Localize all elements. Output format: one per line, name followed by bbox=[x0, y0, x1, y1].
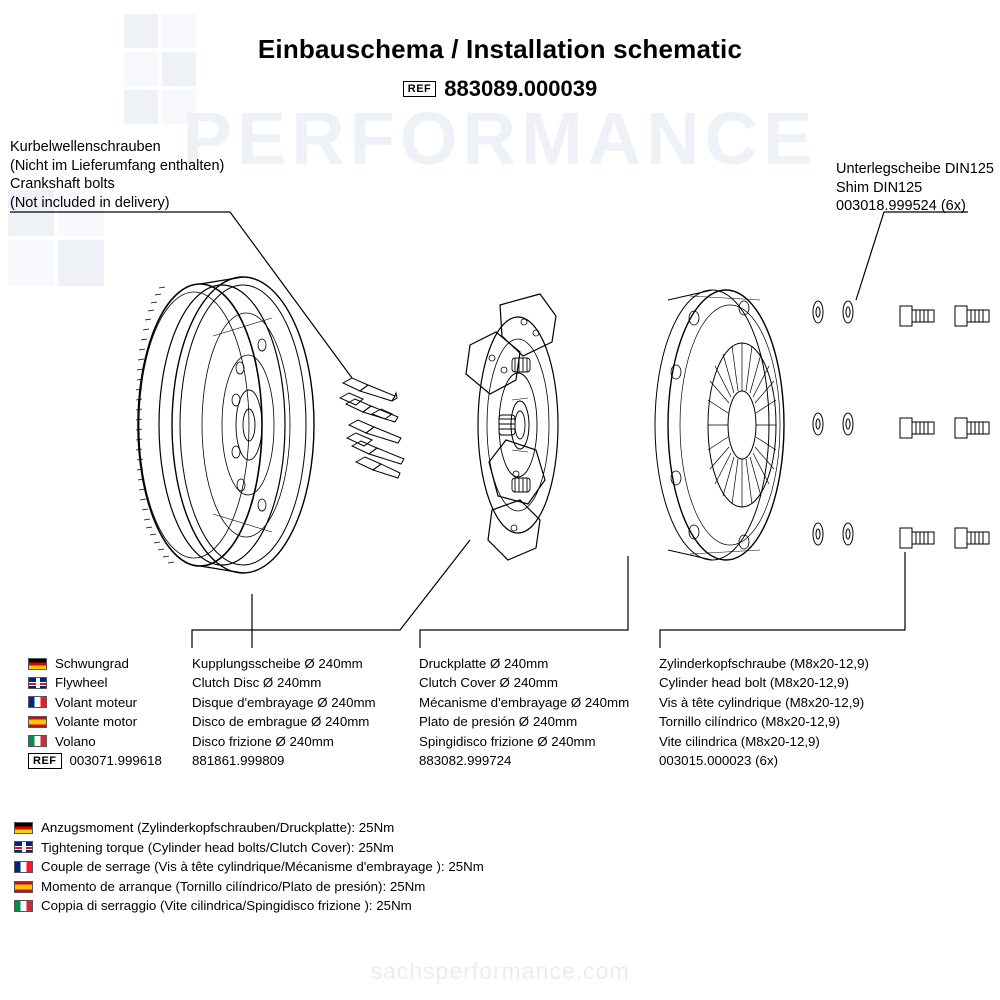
part-name: Kupplungsscheibe Ø 240mm bbox=[192, 656, 363, 671]
legend-column-cylinder-head-bolt bbox=[659, 654, 869, 770]
callout-line: Crankshaft bolts bbox=[10, 176, 115, 192]
watermark-text: PERFORMANCE bbox=[182, 97, 818, 180]
part-name: Clutch Cover Ø 240mm bbox=[419, 675, 558, 691]
callout-line: Shim DIN125 bbox=[836, 179, 923, 196]
callout-crankshaft-bolts bbox=[10, 138, 224, 212]
flag-es-icon bbox=[14, 881, 33, 893]
list-item bbox=[14, 818, 484, 838]
part-ref-row bbox=[659, 751, 869, 770]
part-name: Schwungrad bbox=[55, 656, 129, 671]
part-name: Volante motor bbox=[55, 714, 138, 730]
part-ref-number: 881861.999809 bbox=[192, 752, 285, 768]
flag-it-icon bbox=[14, 900, 33, 912]
crankshaft-bolts-part bbox=[340, 378, 404, 478]
list-item bbox=[419, 673, 629, 692]
ref-badge: REF bbox=[403, 81, 437, 97]
part-name: Vis à tête cylindrique (M8x20-12,9) bbox=[659, 694, 865, 710]
ref-number: 883089.000039 bbox=[444, 76, 598, 101]
part-name: Disco frizione Ø 240mm bbox=[192, 733, 334, 749]
flag-de-icon bbox=[28, 658, 47, 670]
flywheel-part bbox=[136, 277, 314, 573]
callout-line: Unterlegscheibe DIN125 bbox=[836, 161, 994, 177]
leader-line-crankshaft bbox=[10, 212, 352, 378]
list-item bbox=[659, 673, 869, 692]
list-item bbox=[192, 712, 376, 731]
clutch-cover-part bbox=[655, 290, 784, 560]
part-name: Tornillo cilíndrico (M8x20-12,9) bbox=[659, 714, 841, 730]
leader-line-clutch-disc bbox=[192, 540, 470, 648]
list-item bbox=[28, 712, 162, 731]
list-item bbox=[659, 732, 869, 751]
flag-es-icon bbox=[28, 716, 47, 728]
part-name: Volano bbox=[55, 733, 96, 749]
torque-text: Momento de arranque (Tornillo cilíndrico/Plato de presión): 25Nm bbox=[41, 878, 426, 894]
part-name: Cylinder head bolt (M8x20-12,9) bbox=[659, 675, 849, 691]
part-name: Disco de embrague Ø 240mm bbox=[192, 714, 370, 730]
list-item bbox=[192, 654, 376, 673]
watermark-square bbox=[58, 240, 104, 286]
torque-text: Coppia di serraggio (Vite cilindrica/Spingidisco frizione ): 25Nm bbox=[41, 898, 412, 914]
legend-column-clutch-cover bbox=[419, 654, 629, 770]
part-ref-number: 003071.999618 bbox=[69, 752, 162, 768]
flag-gb-icon bbox=[28, 677, 47, 689]
list-item bbox=[28, 673, 162, 692]
leader-line-cyl-head-bolt bbox=[660, 552, 905, 648]
part-name: Disque d'embrayage Ø 240mm bbox=[192, 694, 376, 710]
page-title: Einbauschema / Installation schematic bbox=[257, 34, 743, 64]
callout-shim bbox=[836, 160, 994, 216]
legend-column-flywheel bbox=[28, 654, 162, 770]
part-ref-row bbox=[192, 751, 376, 770]
list-item bbox=[192, 693, 376, 712]
part-ref-number: 883082.999724 bbox=[419, 752, 512, 768]
list-item bbox=[28, 732, 162, 751]
list-item bbox=[28, 654, 162, 673]
list-item bbox=[14, 896, 484, 916]
callout-line: 003018.999524 (6x) bbox=[836, 198, 966, 214]
part-name: Vite cilindrica (M8x20-12,9) bbox=[659, 733, 820, 749]
part-ref-row bbox=[28, 751, 162, 770]
shims-part bbox=[813, 301, 853, 545]
flag-gb-icon bbox=[14, 841, 33, 853]
list-item bbox=[659, 654, 869, 673]
callout-line: (Nicht im Lieferumfang enthalten) bbox=[10, 157, 225, 174]
flag-fr-icon bbox=[14, 861, 33, 873]
list-item bbox=[14, 877, 484, 897]
ref-badge: REF bbox=[28, 753, 62, 769]
callout-line: (Not included in delivery) bbox=[10, 194, 170, 211]
part-name: Volant moteur bbox=[55, 694, 138, 710]
list-item bbox=[659, 693, 869, 712]
watermark-square bbox=[8, 240, 54, 286]
part-name: Clutch Disc Ø 240mm bbox=[192, 675, 322, 691]
callout-line: Kurbelwellenschrauben bbox=[10, 139, 161, 155]
clutch-disc-part bbox=[466, 294, 558, 560]
part-ref-row bbox=[419, 751, 629, 770]
torque-text: Tightening torque (Cylinder head bolts/Clutch Cover): 25Nm bbox=[41, 839, 394, 855]
watermark-url: sachsperformance.com bbox=[370, 958, 630, 984]
list-item bbox=[192, 673, 376, 692]
list-item bbox=[419, 693, 629, 712]
cylinder-head-bolts-part bbox=[900, 306, 989, 548]
list-item bbox=[14, 838, 484, 858]
flag-de-icon bbox=[14, 822, 33, 834]
leader-line-shim bbox=[856, 212, 968, 300]
reference-line bbox=[0, 76, 1000, 102]
flag-it-icon bbox=[28, 735, 47, 747]
list-item bbox=[192, 732, 376, 751]
page-header bbox=[0, 34, 1000, 102]
list-item bbox=[419, 732, 629, 751]
flag-fr-icon bbox=[28, 696, 47, 708]
list-item bbox=[419, 712, 629, 731]
part-name: Mécanisme d'embrayage Ø 240mm bbox=[419, 694, 630, 710]
list-item bbox=[14, 857, 484, 877]
torque-text: Anzugsmoment (Zylinderkopfschrauben/Druckplatte): 25Nm bbox=[41, 820, 395, 835]
part-ref-number: 003015.000023 (6x) bbox=[659, 752, 779, 768]
torque-notes bbox=[14, 818, 484, 916]
list-item bbox=[28, 693, 162, 712]
list-item bbox=[659, 712, 869, 731]
part-name: Zylinderkopfschraube (M8x20-12,9) bbox=[659, 656, 869, 671]
torque-text: Couple de serrage (Vis à tête cylindrique/Mécanisme d'embrayage ): 25Nm bbox=[41, 859, 484, 875]
part-name: Druckplatte Ø 240mm bbox=[419, 656, 549, 671]
part-name: Plato de presión Ø 240mm bbox=[419, 714, 578, 730]
part-name: Flywheel bbox=[55, 675, 108, 691]
list-item bbox=[419, 654, 629, 673]
part-name: Spingidisco frizione Ø 240mm bbox=[419, 733, 596, 749]
leader-line-clutch-cover bbox=[420, 556, 628, 648]
legend-column-clutch-disc bbox=[192, 654, 376, 770]
